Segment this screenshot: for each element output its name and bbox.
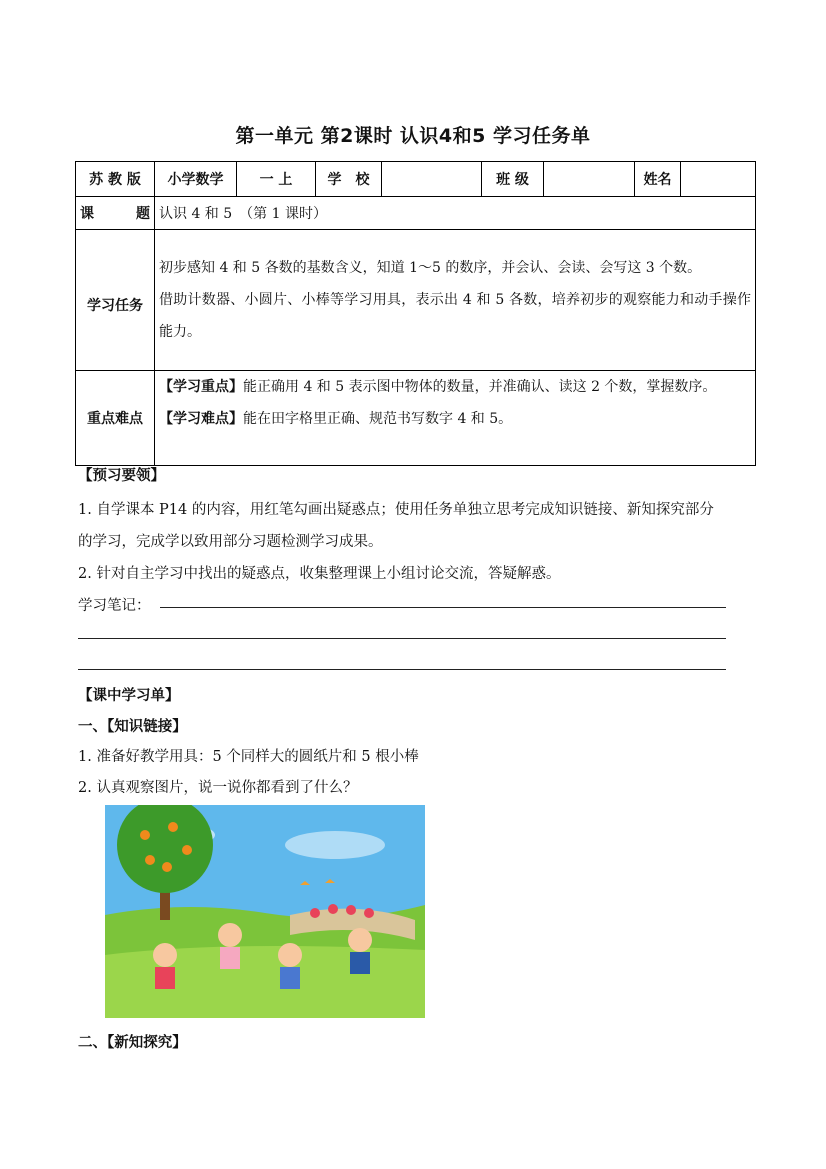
notes-line[interactable] — [78, 638, 726, 639]
name-label: 姓名 — [635, 162, 681, 197]
notes-line[interactable] — [160, 607, 726, 608]
class-label: 班 级 — [482, 162, 544, 197]
name-value[interactable] — [681, 162, 756, 197]
class-sheet-heading: 【课中学习单】 — [78, 688, 180, 704]
task-item: 借助计数器、小圆片、小棒等学习用具，表示出 4 和 5 各数，培养初步的观察能力和动手操作能力。 — [159, 292, 751, 340]
topic-value: 认识 4 和 5 （第 1 课时） — [155, 197, 756, 230]
school-value[interactable] — [382, 162, 482, 197]
page-title: 第一单元 第2课时 认识4和5 学习任务单 — [235, 125, 591, 147]
notes-label: 学习笔记： — [78, 598, 151, 614]
task-cell — [155, 230, 756, 371]
difficulty-tag: 【学习难点】 — [159, 411, 243, 427]
section-new-knowledge: 二、【新知探究】 — [78, 1035, 187, 1051]
notes-line[interactable] — [78, 669, 726, 670]
preview-item-1: 1. 自学课本 P14 的内容，用红笔勾画出疑惑点；使用任务单独立思考完成知识链接、新知探究部分的学习，完成学以致用部分习题检测学习成果。 — [78, 502, 714, 550]
key-point-tag: 【学习重点】 — [159, 379, 243, 395]
info-table — [75, 161, 756, 466]
grade-cell: 一 上 — [237, 162, 316, 197]
class-item-2: 2. 认真观察图片，说一说你都看到了什么？ — [78, 780, 358, 796]
task-label: 学习任务 — [76, 230, 155, 371]
key-label: 重点难点 — [76, 371, 155, 466]
publisher-cell: 苏 教 版 — [76, 162, 155, 197]
class-item-1: 1. 准备好教学用具：5 个同样大的圆纸片和 5 根小棒 — [78, 749, 419, 765]
section-knowledge-link: 一、【知识链接】 — [78, 719, 187, 735]
topic-label: 课 题 — [76, 197, 155, 230]
key-cell — [155, 371, 756, 466]
preview-heading: 【预习要领】 — [78, 468, 165, 484]
difficulty-text: 能在田字格里正确、规范书写数字 4 和 5。 — [243, 411, 513, 427]
preview-item-2: 2. 针对自主学习中找出的疑惑点，收集整理课上小组讨论交流，答疑解惑。 — [78, 566, 561, 582]
task-item: 初步感知 4 和 5 各数的基数含义，知道 1～5 的数序，并会认、会读、会写这 3 个数。 — [159, 260, 702, 276]
subject-cell: 小学数学 — [155, 162, 237, 197]
class-value[interactable] — [544, 162, 635, 197]
school-label: 学 校 — [316, 162, 382, 197]
children-playing-image — [105, 805, 425, 1018]
key-point-text: 能正确用 4 和 5 表示图中物体的数量，并准确认、读这 2 个数，掌握数序。 — [243, 379, 717, 395]
